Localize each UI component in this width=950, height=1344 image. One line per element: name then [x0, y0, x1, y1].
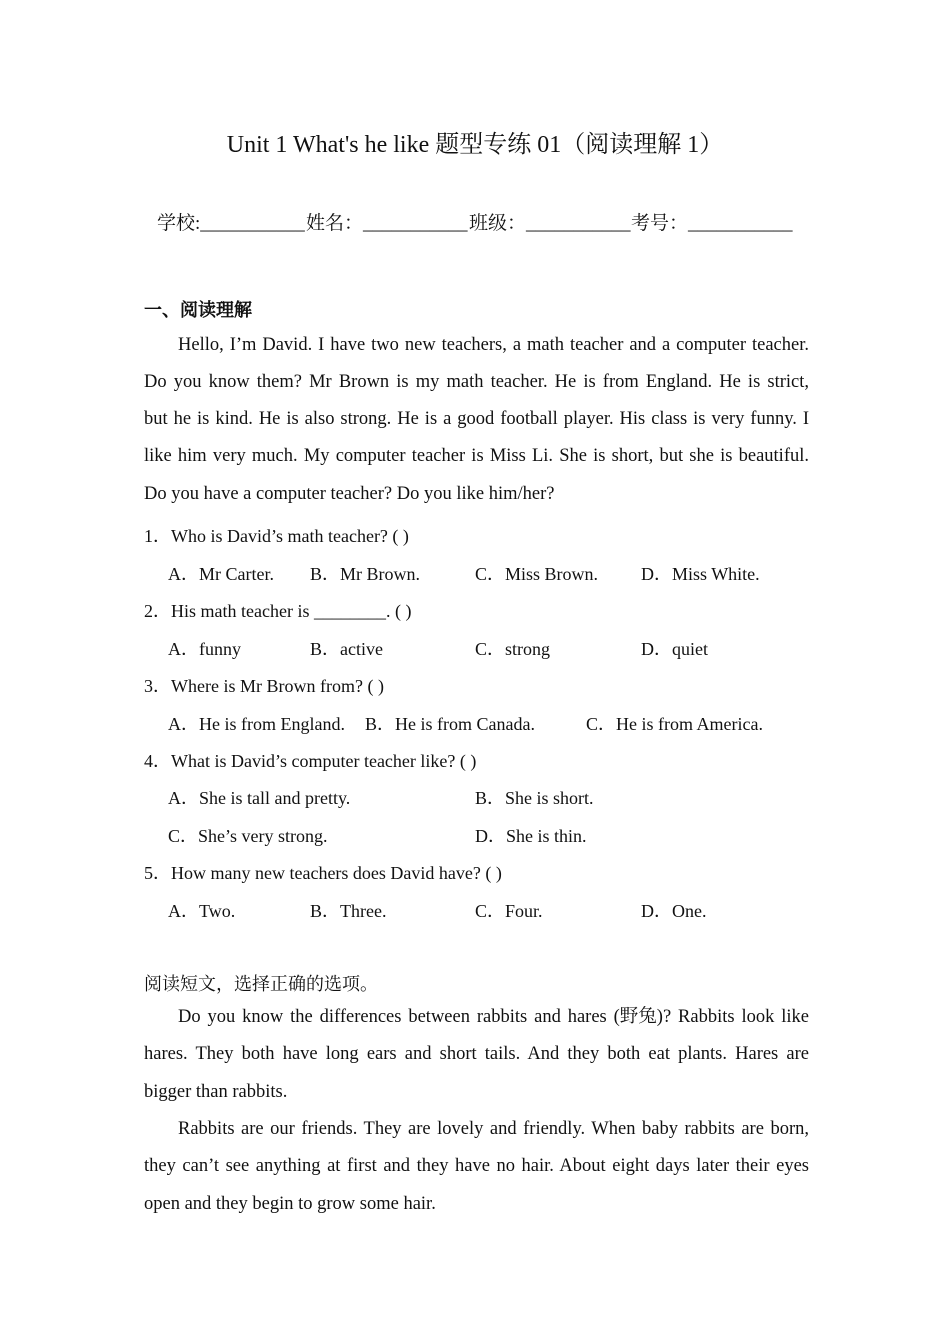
passage-line: like him very much. My computer teacher is Miss Li. She is short, but she is beautiful.	[144, 446, 809, 466]
option-4a[interactable]: A．She is tall and pretty.	[168, 788, 351, 808]
option-5d[interactable]: D．One.	[641, 901, 707, 921]
option-4b[interactable]: B．She is short.	[475, 788, 594, 808]
question-1: 1．Who is David’s math teacher? ( )	[144, 526, 409, 546]
passage-line: bigger than rabbits.	[144, 1082, 288, 1102]
school-field: 学校:___________	[157, 213, 305, 234]
option-1c[interactable]: C．Miss Brown.	[475, 564, 599, 584]
option-2c[interactable]: C．strong	[475, 639, 551, 659]
question-5: 5．How many new teachers does David have? ( )	[144, 863, 502, 883]
document-title: Unit 1 What's he like 题型专练 01（阅读理解 1）	[226, 132, 724, 158]
option-1d[interactable]: D．Miss White.	[641, 564, 760, 584]
option-5c[interactable]: C．Four.	[475, 901, 543, 921]
option-3b[interactable]: B．He is from Canada.	[365, 714, 535, 734]
option-3c[interactable]: C．He is from America.	[586, 714, 763, 734]
passage-line: hares. They both have long ears and short tails. And they both eat plants. Hares are	[144, 1044, 809, 1064]
passage-line: Do you know them? Mr Brown is my math teacher. He is from England. He is strict,	[144, 372, 809, 392]
section-heading: 一、阅读理解	[144, 300, 252, 321]
option-1a[interactable]: A．Mr Carter.	[168, 564, 274, 584]
passage-line: Rabbits are our friends. They are lovely and friendly. When baby rabbits are born,	[178, 1119, 809, 1139]
option-3a[interactable]: A．He is from England.	[168, 714, 345, 734]
option-2d[interactable]: D．quiet	[641, 639, 708, 659]
question-4: 4．What is David’s computer teacher like? ( )	[144, 751, 477, 771]
option-4d[interactable]: D．She is thin.	[475, 826, 587, 846]
passage-line: they can’t see anything at first and they have no hair. About eight days later their eyes	[144, 1156, 809, 1176]
exam-number-field: 考号：___________	[631, 213, 793, 234]
passage-line: but he is kind. He is also strong. He is a good football player. His class is very funny. I	[144, 409, 809, 429]
passage-line: Do you know the differences between rabbits and hares (野兔)? Rabbits look like	[178, 1007, 809, 1027]
option-2a[interactable]: A．funny	[168, 639, 241, 659]
option-5b[interactable]: B．Three.	[310, 901, 387, 921]
passage-line: Do you have a computer teacher? Do you like him/her?	[144, 484, 555, 504]
option-2b[interactable]: B．active	[310, 639, 383, 659]
passage-line: Hello, I’m David. I have two new teachers, a math teacher and a computer teacher.	[178, 335, 809, 355]
question-2: 2．His math teacher is ________. ( )	[144, 601, 412, 621]
section-2-instruction: 阅读短文，选择正确的选项。	[144, 974, 378, 994]
question-3: 3．Where is Mr Brown from? ( )	[144, 676, 384, 696]
option-1b[interactable]: B．Mr Brown.	[310, 564, 421, 584]
name-field: 姓名：___________	[306, 213, 468, 234]
option-4c[interactable]: C．She’s very strong.	[168, 826, 328, 846]
option-5a[interactable]: A．Two.	[168, 901, 236, 921]
class-field: 班级：___________	[469, 213, 631, 234]
passage-line: open and they begin to grow some hair.	[144, 1194, 436, 1214]
